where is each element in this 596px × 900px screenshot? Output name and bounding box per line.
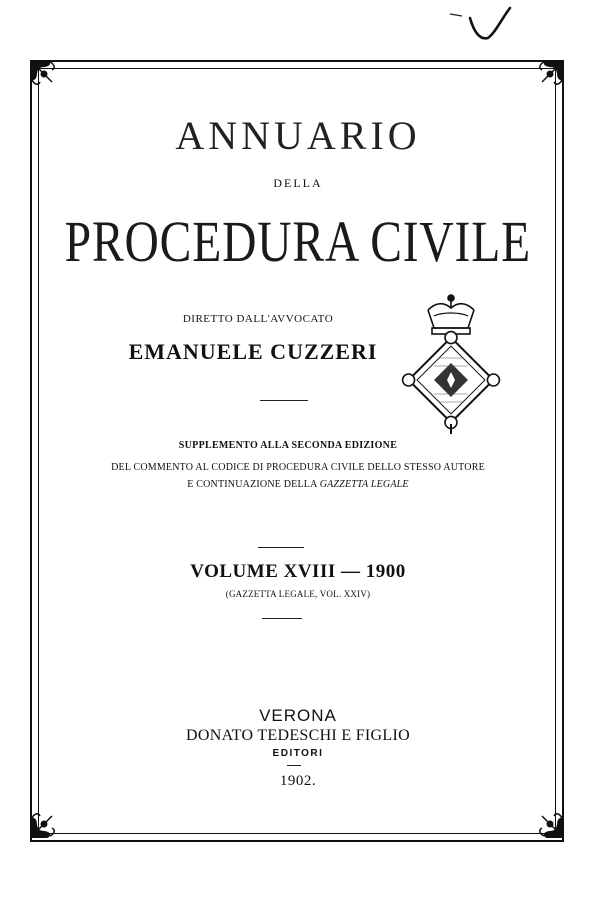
corner-ornament-icon bbox=[26, 56, 60, 90]
city: VERONA bbox=[259, 706, 337, 725]
continuation-italic: GAZZETTA LEGALE bbox=[319, 479, 409, 490]
divider bbox=[262, 618, 302, 619]
commentary-line: DEL COMMENTO AL CODICE DI PROCEDURA CIVILE DELLO STESSO AUTORE bbox=[111, 462, 485, 473]
divider bbox=[260, 400, 308, 401]
continuation-line bbox=[0, 479, 596, 490]
publisher-name: DONATO TEDESCHI E FIGLIO bbox=[186, 727, 410, 744]
supplement-line: SUPPLEMENTO ALLA SECONDA EDIZIONE bbox=[178, 440, 398, 451]
della-line: DELLA bbox=[273, 176, 323, 190]
corner-ornament-icon bbox=[534, 808, 568, 842]
corner-ornament-icon bbox=[26, 808, 60, 842]
library-seal-icon bbox=[398, 288, 502, 436]
divider bbox=[287, 765, 301, 766]
publication-year: 1902. bbox=[279, 773, 317, 789]
continuation-prefix: E CONTINUAZIONE DELLA bbox=[187, 479, 320, 490]
title-line-2: PROCEDURA CIVILE bbox=[64, 209, 531, 274]
divider bbox=[258, 547, 304, 548]
gazzetta-volume-line: (GAZZETTA LEGALE, VOL. XXIV) bbox=[225, 589, 371, 599]
corner-ornament-icon bbox=[534, 56, 568, 90]
editori-label: EDITORI bbox=[272, 748, 324, 759]
title-line-1: ANNUARIO bbox=[175, 113, 421, 158]
author-name: EMANUELE CUZZERI bbox=[128, 339, 378, 364]
volume-line: VOLUME XVIII — 1900 bbox=[190, 561, 406, 582]
pen-mark bbox=[440, 2, 520, 48]
director-line: DIRETTO DALL'AVVOCATO bbox=[182, 313, 334, 325]
